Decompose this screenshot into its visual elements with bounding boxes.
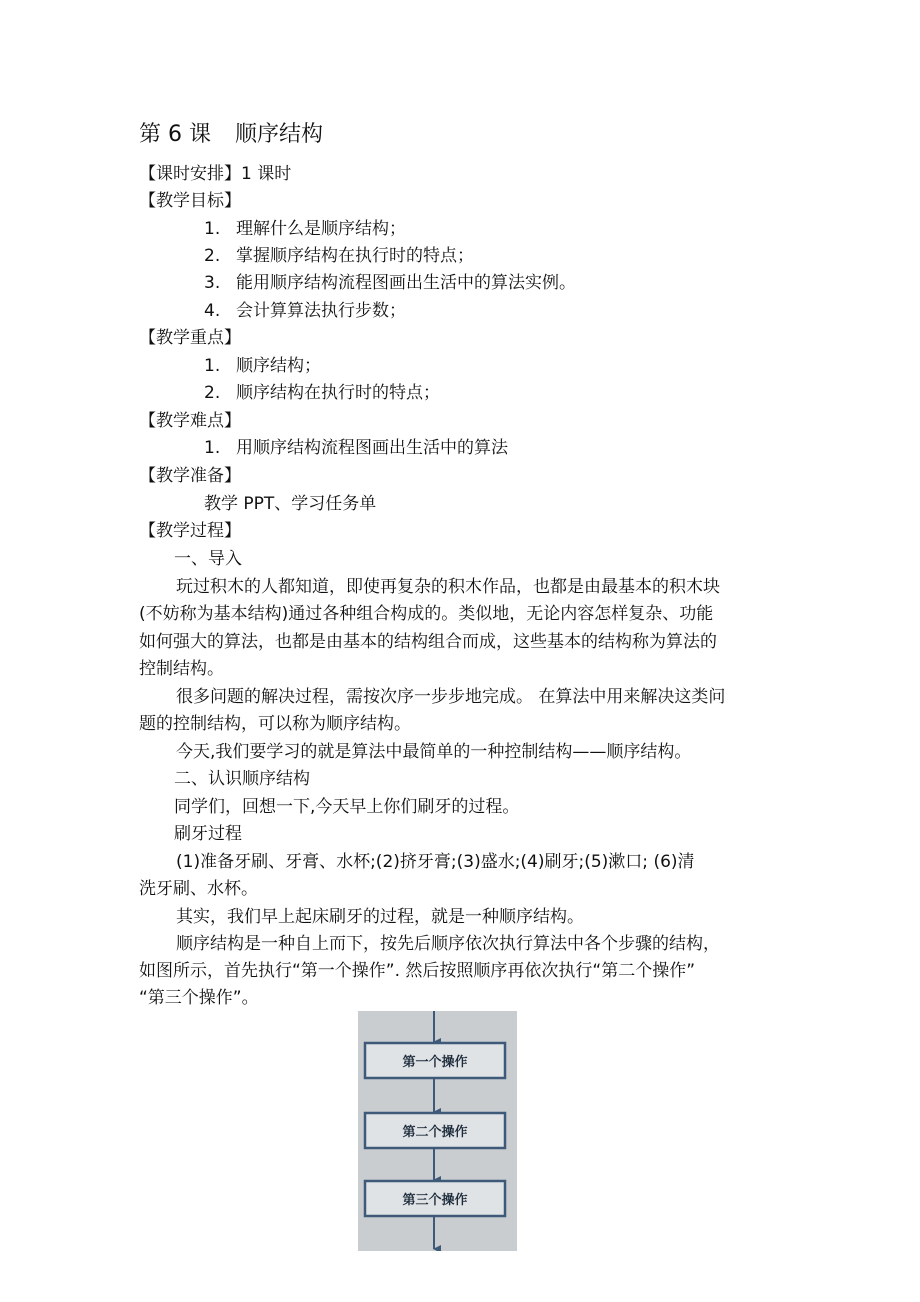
lesson-title <box>139 120 323 150</box>
brushing-question: 同学们，回想一下,今天早上你们刷牙的过程。 <box>174 797 520 817</box>
schedule-line <box>139 161 291 187</box>
schedule-value: 1 课时 <box>241 164 292 184</box>
goal-num-3: 3. <box>204 273 221 293</box>
keypoint-num-1: 1. <box>204 356 221 376</box>
intro-paragraph-line-4: 控制结构。 <box>139 659 224 679</box>
goal-text-4: 会计算算法执行步数； <box>236 301 406 321</box>
goal-text-2: 掌握顺序结构在执行时的特点； <box>236 246 474 266</box>
definition-line-3: “第三个操作”。 <box>139 988 259 1008</box>
keypoints-heading: 【教学重点】 <box>139 328 241 348</box>
goal-num-4: 4. <box>204 301 221 321</box>
flowchart-svg <box>358 1011 517 1251</box>
step-label-3: 第三个操作 <box>402 1193 468 1208</box>
goal-text-1: 理解什么是顺序结构； <box>236 219 406 239</box>
intro-paragraph2-line-1: 很多问题的解决过程，需按次序一步步地完成。 在算法中用来解决这类问 <box>176 687 726 707</box>
keypoint-num-2: 2. <box>204 383 221 403</box>
lesson-name: 顺序结构 <box>234 122 323 147</box>
flowchart-figure <box>358 1011 517 1251</box>
preparation-text: 教学 PPT、学习任务单 <box>204 494 377 514</box>
preparation-heading: 【教学准备】 <box>139 466 241 486</box>
brushing-conclusion: 其实，我们早上起床刷牙的过程，就是一种顺序结构。 <box>176 907 584 927</box>
section-recognize-heading: 二、认识顺序结构 <box>174 769 310 789</box>
goal-num-1: 1. <box>204 219 221 239</box>
definition-line-2: 如图所示，首先执行“第一个操作”. 然后按照顺序再依次执行“第二个操作” <box>139 961 696 981</box>
goal-num-2: 2. <box>204 246 221 266</box>
lesson-number: 第 6 课 <box>139 122 211 147</box>
intro-paragraph2-line-2: 题的控制结构，可以称为顺序结构。 <box>139 714 411 734</box>
brushing-title: 刷牙过程 <box>174 824 242 844</box>
brushing-steps-line-2: 洗牙刷、水杯。 <box>139 879 258 899</box>
step-label-1: 第一个操作 <box>402 1055 468 1070</box>
goal-text-3: 能用顺序结构流程图画出生活中的算法实例。 <box>236 273 576 293</box>
schedule-label: 【课时安排】 <box>139 164 241 184</box>
difficulties-heading: 【教学难点】 <box>139 411 241 431</box>
section-intro-heading: 一、导入 <box>174 549 242 569</box>
keypoint-text-1: 顺序结构； <box>236 356 321 376</box>
difficulty-text-1: 用顺序结构流程图画出生活中的算法 <box>236 438 508 458</box>
difficulty-num-1: 1. <box>204 438 221 458</box>
intro-paragraph-line-3: 如何强大的算法，也都是由基本的结构组合而成，这些基本的结构称为算法的 <box>139 632 717 652</box>
intro-paragraph-line-1: 玩过积木的人都知道，即使再复杂的积木作品，也都是由最基本的积木块 <box>176 577 720 597</box>
definition-line-1: 顺序结构是一种自上而下，按先后顺序依次执行算法中各个步骤的结构， <box>176 934 720 954</box>
step-label-2: 第二个操作 <box>402 1125 468 1140</box>
process-heading: 【教学过程】 <box>139 521 241 541</box>
keypoint-text-2: 顺序结构在执行时的特点； <box>236 383 440 403</box>
intro-paragraph3: 今天,我们要学习的就是算法中最简单的一种控制结构——顺序结构。 <box>176 742 692 762</box>
brushing-steps-line-1: (1)准备牙刷、牙膏、水杯;(2)挤牙膏;(3)盛水;(4)刷牙;(5)漱口; (6)清 <box>176 852 695 872</box>
goals-heading: 【教学目标】 <box>139 191 241 211</box>
intro-paragraph-line-2: (不妨称为基本结构)通过各种组合构成的。类似地，无论内容怎样复杂、功能 <box>139 604 714 624</box>
